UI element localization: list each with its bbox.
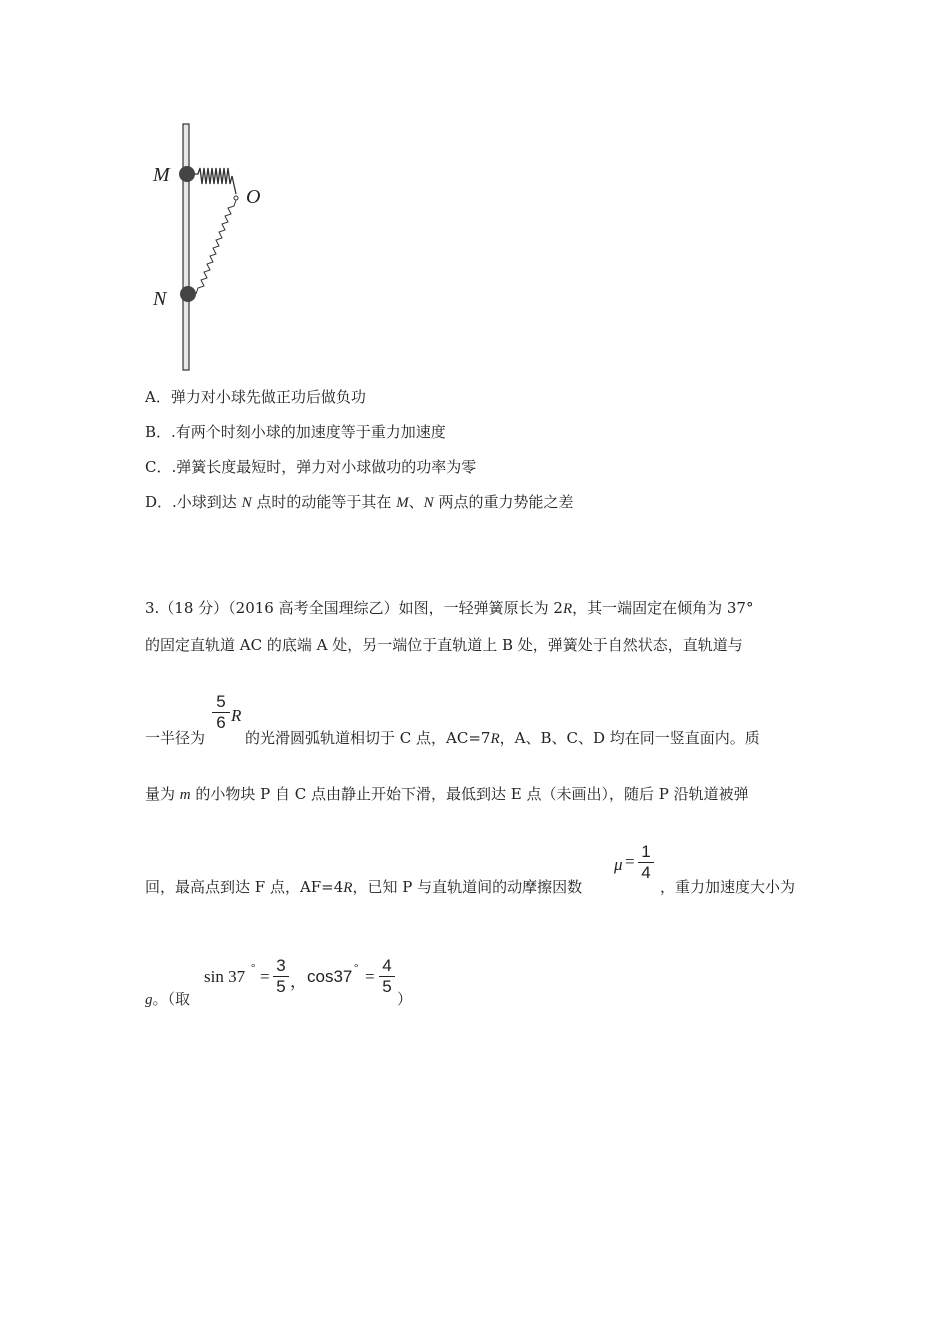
sin-fraction [273,956,289,997]
mu-fraction [638,842,654,883]
q3-line5 [145,876,582,897]
sin-equals: = [260,967,270,986]
q3-line3-suffix [245,727,760,748]
text: ，已知 P 与直轨道间的动摩擦因数 [352,878,583,896]
spring-end-o [234,196,238,200]
mu-equals: = [625,852,635,871]
var-r: R [343,880,353,896]
cos-degree: ° [354,962,359,974]
option-text: 、 [408,493,424,511]
frac-num: 3 [276,956,286,975]
spring-mo [188,168,236,194]
var-n: N [241,495,252,511]
option-text: ．.有两个时刻小球的加速度等于重力加速度 [156,423,446,441]
text: 回，最高点到达 F 点，AF=4 [145,878,344,896]
bead-n [180,286,196,302]
q3-line5-suffix: ，重力加速度大小为 [660,878,796,896]
cos-function: cos37 [307,967,353,986]
radius-fraction [212,692,230,733]
text: 的小物块 P 自 C 点由静止开始下滑，最低到达 E 点（未画出），随后 P 沿轨道被弹 [190,785,749,803]
option-b [145,421,446,442]
frac-den: 5 [273,976,289,997]
radius-var: R [231,706,242,725]
option-text: ．弹力对小球先做正功后做负功 [155,388,366,406]
option-letter: A [145,388,156,406]
q3-line3-prefix: 一半径为 [145,729,206,747]
frac-den: 6 [212,712,230,733]
text: ，其一端固定在倾角为 37° [572,599,754,617]
var-m: m [179,787,191,803]
frac-den: 5 [379,976,395,997]
option-a [145,386,366,407]
frac-num: 1 [641,842,651,861]
sin-function: sin 37 [204,967,246,986]
option-text: 点时的动能等于其在 [251,493,397,511]
q3-line1 [145,597,753,618]
cos-equals: = [365,967,375,986]
label-m: M [153,164,170,186]
option-d [145,491,573,512]
var-m: M [396,495,409,511]
frac-num: 4 [382,956,392,975]
spring-on [196,200,236,294]
option-c [145,456,476,477]
option-letter: D [145,493,158,511]
text: 的光滑圆弧轨道相切于 C 点，AC=7 [245,729,491,747]
text: 3.（18 分）（2016 高考全国理综乙）如图，一轻弹簧原长为 2 [145,599,563,617]
var-r: R [562,601,573,617]
bead-m [179,166,195,182]
label-n: N [153,288,167,310]
frac-den: 4 [638,862,654,883]
var-n: N [423,495,434,511]
mu-symbol: μ [614,855,623,874]
cos-fraction [379,956,395,997]
close-paren: ） [397,990,413,1008]
text: 。（取 [152,990,191,1008]
option-letter: B [145,423,157,441]
label-o: O [246,186,261,208]
text: ，A、B、C、D 均在同一竖直面内。质 [499,729,760,747]
spring-rod-figure [140,118,280,374]
text: 量为 [145,785,180,803]
sin-degree: ° [251,962,256,974]
q3-line4 [145,783,749,804]
q3-line6-prefix [145,988,190,1009]
vertical-rod [183,124,189,370]
var-r: R [490,731,500,747]
q3-line2: 的固定直轨道 AC 的底端 A 处，另一端位于直轨道上 B 处，弹簧处于自然状态，直轨道与 [145,636,743,654]
option-letter: C [145,458,157,476]
var-g: g [145,992,153,1008]
frac-num: 5 [216,692,226,711]
sin-separator: ， [290,972,307,991]
option-text: ．.弹簧长度最短时，弹力对小球做功的功率为零 [156,458,477,476]
option-text: 两点的重力势能之差 [433,493,574,511]
option-text: ．.小球到达 [157,493,242,511]
